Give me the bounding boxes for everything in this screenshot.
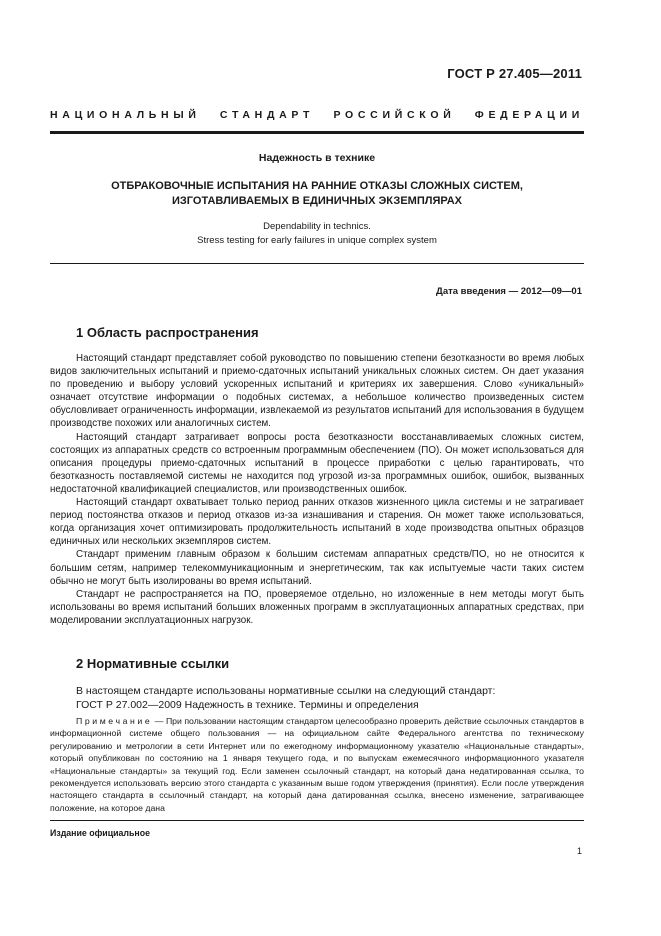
note-label: Примечание [76,716,153,726]
paragraph: Настоящий стандарт затрагивает вопросы роста безотказности восстанавливаемых сложных систем, состоящих из аппаратных средств со встроенным программным обеспечением (ПО). Он может использоваться для описания процедуры приемо-сдаточных испытаний в процессе приработки с целью гарантировать, что безотказность поставляемой системы не находится под угрозой из-за программных ошибок, ошибок, вызванных недостаточной квалификацией специалистов, или производственных ошибок. [50,431,584,495]
doc-title-line: ОТБРАКОВОЧНЫЕ ИСПЫТАНИЯ НА РАННИЕ ОТКАЗЫ СЛОЖНЫХ СИСТЕМ, [111,180,523,192]
english-title-line: Dependability in technics. [263,221,371,232]
national-standard-banner [50,109,584,121]
paragraph: Стандарт применим главным образом к большим системам аппаратных средств/ПО, но не относится к большим сетям, например телекоммуникационным и энергетическим, так как испытуемые части таких систем обычно не могут быть изолированы во время испытаний. [50,549,584,587]
english-title-line: Stress testing for early failures in unique complex system [197,235,437,246]
page-number: 1 [576,846,582,856]
paragraph: Настоящий стандарт представляет собой руководство по повышению степени безотказности во время любых видов заключительных испытаний и приемо-сдаточных испытаний уникальных сложных систем. Он дает указания по проведению и выбору условий ускоренных испытаний и критериях их завершения. Слово «уникальный» означает отсутствие информации о подобных системах, а небольшое количество произведенных систем обусловливает ограниченность информации, извлекаемой из результатов испытаний для использования в будущем производстве похожих или аналогичных систем. [50,353,584,430]
note-paragraph [50,715,584,814]
banner-word: РОССИЙСКОЙ [333,109,456,121]
doc-title-line: ИЗГОТАВЛИВАЕМЫХ В ЕДИНИЧНЫХ ЭКЗЕМПЛЯРАХ [172,195,462,207]
paragraph: Стандарт не распространяется на ПО, проверяемое отдельно, но изложенные в нем методы могут быть использованы во время испытаний больших вложенных программ в эксплуатационных аппаратных средствах, при моделировании эксплуатационных нагрузок. [50,588,584,626]
normative-reference: ГОСТ Р 27.002—2009 Надежность в технике. Термины и определения [76,699,419,711]
english-title [50,220,584,248]
standard-code: ГОСТ Р 27.405—2011 [447,66,582,81]
introduction-date: Дата введения — 2012—09—01 [436,286,582,297]
title-divider [50,263,584,264]
section-1-heading: 1 Область распространения [76,325,259,340]
footer-divider [50,820,584,821]
banner-word: ФЕДЕРАЦИИ [474,109,584,121]
section-1-body [50,352,584,627]
doc-title [50,179,584,209]
paragraph: Настоящий стандарт охватывает только период ранних отказов жизненного цикла системы и не затрагивает период постоянства отказов и период отказов из-за изнашивания и старения. Он может также использоваться, когда организация хочет оптимизировать продолжительность испытаний в ходе производства опытных образцов единичных или нескольких экземпляров систем. [50,497,584,548]
section-2-intro: В настоящем стандарте использованы нормативные ссылки на следующий стандарт: [76,685,496,697]
note-block [50,715,584,814]
official-edition-label: Издание официальное [50,828,150,838]
banner-word: СТАНДАРТ [219,109,315,121]
header-divider [50,131,584,134]
note-text: — При пользовании настоящим стандартом целесообразно проверить действие ссылочных стандартов в информационной системе общего пользования — на официальном сайте Федерального агентства по техническому регулированию и метрологии в сети Интернет или по ежегодному информационному указателю «Национальные стандарты», который опубликован по состоянию на 1 января текущего года, и по выпускам ежемесячного информационного указателя «Национальные стандарты» за текущий год. Если заменен ссылочный стандарт, на который дана недатированная ссылка, то рекомендуется использовать версию этого стандарта с указанным выше годом утверждения (принятия). Если после утверждения настоящего стандарта в ссылочный стандарт, на который дана датированная ссылка, внесено изменение, затрагивающее положение, на которое дана [50,716,584,813]
section-2-heading: 2 Нормативные ссылки [76,656,230,671]
banner-word: НАЦИОНАЛЬНЫЙ [50,109,201,121]
doc-subtitle: Надежность в технике [258,152,376,164]
